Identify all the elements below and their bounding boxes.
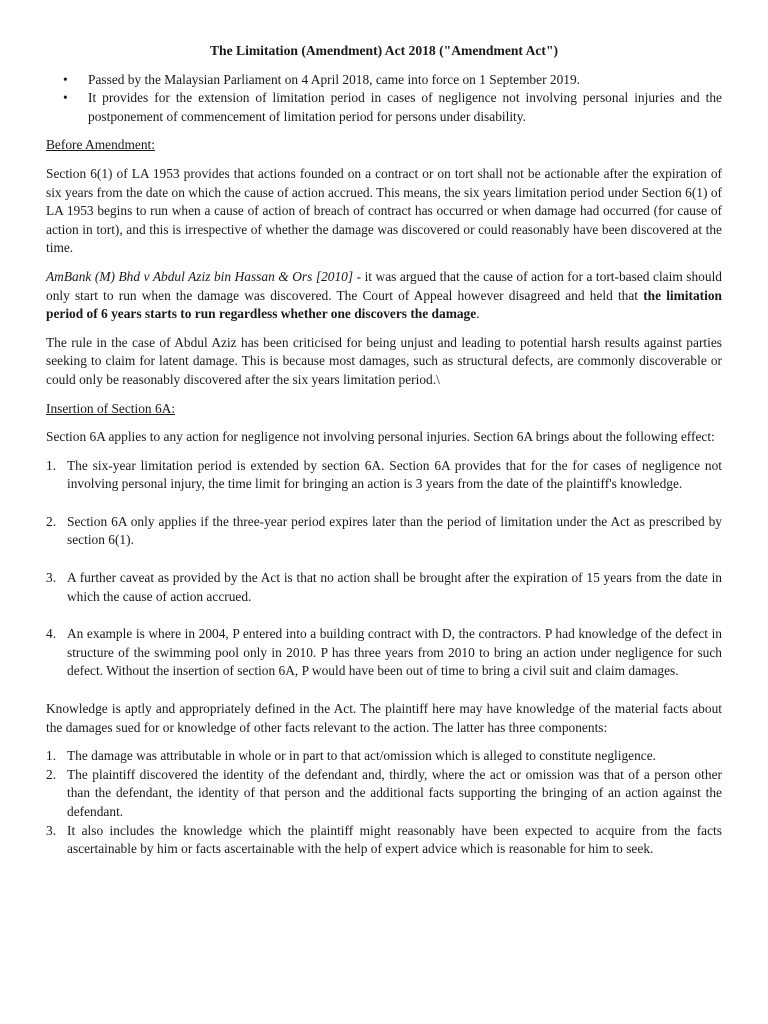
effect-item <box>46 625 722 681</box>
list-number: 3. <box>46 570 57 586</box>
list-number: 1. <box>46 457 57 473</box>
insertion-heading: Insertion of Section 6A: <box>46 400 176 416</box>
effect-text: The six-year limitation period is extended by section 6A. Section 6A provides that for the for cases of negligence not involving personal injury, the time limit for bringing an action is 3 years from the date of the plaintiff's knowledge. <box>67 457 722 492</box>
component-item <box>46 766 722 822</box>
ambank-text: - it was argued that the cause of action for a tort-based claim should only start to run when the damage was discovered. The Court of Appeal however disagreed and held that <box>46 268 722 303</box>
effect-text: A further caveat as provided by the Act is that no action shall be brought after the expiration of 15 years from the date in which the cause of action accrued. <box>67 570 722 604</box>
summary-bullets <box>46 71 722 127</box>
ambank-holding: the limitation period of 6 years starts to run regardless whether one discovers the damage <box>46 287 722 322</box>
section-6-1-paragraph: Section 6(1) of LA 1953 provides that actions founded on a contract or on tort shall not be actionable after the expiration of six years from the date on which the cause of action accrued. This means, the six years limitation period under Section 6(1) of LA 1953 begins to run when a cause of action of breach of contract has occurred or when damage had occurred (for cause of action in tort), and this is irrespective of whether the damage was discovered or could reasonably have been discovered at the time. <box>46 165 722 256</box>
ambank-end: . <box>476 306 480 322</box>
document-title: The Limitation (Amendment) Act 2018 ("Amendment Act") <box>209 43 559 58</box>
effect-item <box>46 457 722 494</box>
effect-item <box>46 569 722 606</box>
list-number: 4. <box>46 626 57 642</box>
component-item <box>46 822 722 859</box>
component-text: The damage was attributable in whole or in part to that act/omission which is alleged to constitute negligence. <box>67 748 657 764</box>
effect-text: Section 6A only applies if the three-year period expires later than the period of limitation under the Act as prescribed by section 6(1). <box>67 513 722 548</box>
knowledge-paragraph: Knowledge is aptly and appropriately defined in the Act. The plaintiff here may have knowledge of the material facts about the damages sued for or knowledge of other facts relevant to the action. The latter has three components: <box>46 701 722 735</box>
case-citation: AmBank (M) Bhd v Abdul Aziz bin Hassan & Ors [2010] <box>46 268 354 284</box>
component-text: It also includes the knowledge which the plaintiff might reasonably have been expected to acquire from the facts ascertainable by him or facts ascertainable with the help of expert advice which is reasonable for him to seek. <box>67 822 722 857</box>
effect-item <box>46 513 722 550</box>
list-number: 2. <box>46 766 57 782</box>
ambank-paragraph <box>46 268 722 324</box>
bullet-item: • Passed by the Malaysian Parliament on 4 April 2018, came into force on 1 September 2019. <box>46 71 722 90</box>
list-number: 1. <box>46 748 57 764</box>
section-6a-paragraph: Section 6A applies to any action for negligence not involving personal injuries. Section 6A brings about the following effect: <box>46 429 715 445</box>
list-number: 3. <box>46 822 57 838</box>
effect-text: An example is where in 2004, P entered into a building contract with D, the contractors. P had knowledge of the defect in structure of the swimming pool only in 2010. P has three years from 2010 to bring an action under negligence for such defect. Without the insertion of section 6A, P would have been out of time to bring a civil suit and claim damages. <box>67 626 722 679</box>
effects-list <box>46 457 722 681</box>
list-number: 2. <box>46 513 57 529</box>
component-item <box>46 747 722 766</box>
component-text: The plaintiff discovered the identity of the defendant and, thirdly, where the act or omission was that of a person other than the defendant, the identity of that person and the additional facts supporting the bringing of an action against the defendant. <box>67 766 722 819</box>
before-amendment-heading: Before Amendment: <box>46 137 155 153</box>
rule-criticism-paragraph: The rule in the case of Abdul Aziz has been criticised for being unjust and leading to potential harsh results against parties seeking to claim for latent damage. This is because most damages, such as structural defects, are commonly discoverable or could only be reasonably discovered after the six years limitation period.\ <box>46 334 722 387</box>
components-list <box>46 747 722 859</box>
bullet-item: • It provides for the extension of limitation period in cases of negligence not involving personal injuries and the postponement of commencement of limitation period for persons under disability. <box>46 89 722 126</box>
